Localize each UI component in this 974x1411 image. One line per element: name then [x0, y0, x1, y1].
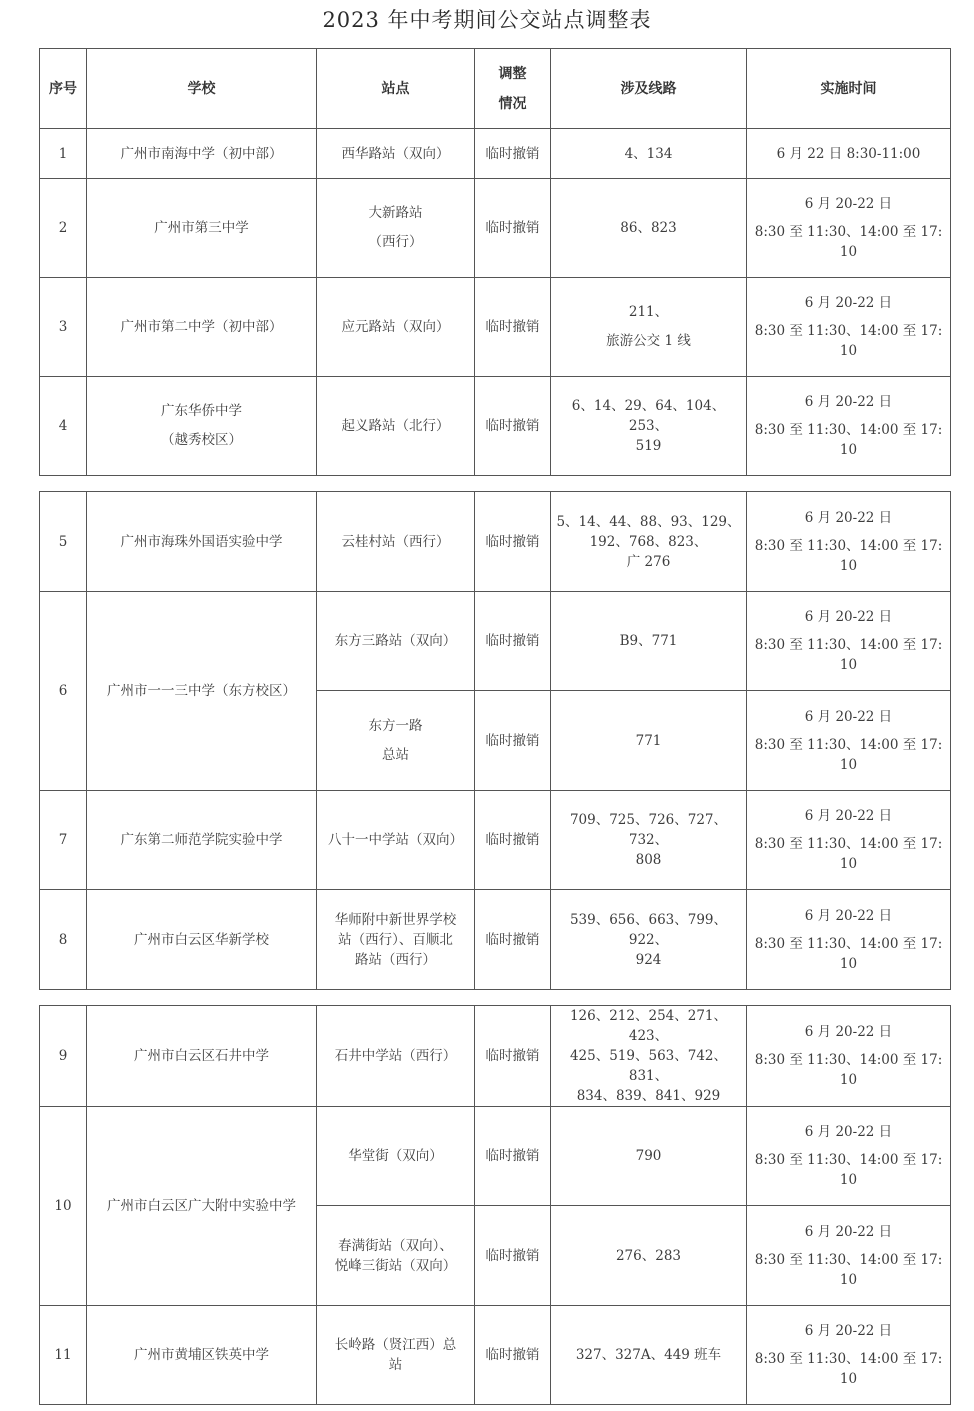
row-no: 11	[40, 1306, 87, 1405]
row-time	[747, 1206, 951, 1306]
routes-line: 924	[635, 951, 662, 968]
row-no: 10	[40, 1107, 87, 1306]
row-routes	[551, 1006, 747, 1107]
row-routes: 327、327A、449 班车	[551, 1306, 747, 1405]
time-line: 6 月 20-22 日	[804, 1223, 893, 1240]
time-line: 6 月 20-22 日	[804, 609, 893, 625]
row-school: 广州市一一三中学（东方校区）	[87, 592, 317, 791]
row-time	[747, 791, 951, 890]
routes-line: 广 276	[626, 553, 671, 570]
table-row	[40, 890, 951, 990]
station-line: 总站	[382, 746, 409, 763]
row-station: 石井中学站（西行）	[317, 1006, 475, 1107]
time-line: 6 月 20-22 日	[804, 1124, 893, 1140]
row-time: 6 月 22 日 8:30-11:00	[747, 129, 951, 179]
header-school: 学校	[87, 49, 317, 129]
station-line: （西行）	[368, 234, 423, 250]
row-time	[747, 691, 951, 791]
time-line: 10	[839, 1271, 858, 1288]
row-school: 广州市南海中学（初中部）	[87, 129, 317, 179]
header-adjust	[475, 49, 551, 129]
row-station: 起义路站（北行）	[317, 377, 475, 476]
time-line: 10	[839, 1371, 858, 1387]
table-row	[40, 179, 951, 278]
row-adjust: 临时撤销	[475, 592, 551, 691]
row-adjust: 临时撤销	[475, 377, 551, 476]
routes-line: 519	[635, 438, 662, 454]
time-line: 8:30 至 11:30、14:00 至 17:	[754, 323, 943, 339]
routes-line: 425、519、563、742、831、	[569, 1048, 728, 1084]
row-school: 广州市白云区广大附中实验中学	[87, 1107, 317, 1306]
routes-line: 6、14、29、64、104、253、	[571, 398, 726, 434]
row-adjust: 临时撤销	[475, 278, 551, 377]
routes-line: 539、656、663、799、922、	[569, 911, 728, 948]
station-line: 春满街站（双向）、	[338, 1237, 453, 1254]
time-line: 10	[839, 442, 858, 458]
row-station: 华堂街（双向）	[317, 1107, 475, 1206]
time-line: 10	[839, 557, 858, 574]
row-station	[317, 890, 475, 990]
routes-line: 5、14、44、88、93、129、	[556, 513, 741, 530]
table-row	[40, 1107, 951, 1206]
row-routes: 86、823	[551, 179, 747, 278]
row-no: 8	[40, 890, 87, 990]
time-line: 8:30 至 11:30、14:00 至 17:	[754, 1052, 943, 1068]
station-line: 华师附中新世界学校	[334, 911, 457, 928]
page-title: 2023 年中考期间公交站点调整表	[322, 8, 652, 32]
time-line: 8:30 至 11:30、14:00 至 17:	[754, 422, 943, 438]
row-adjust: 临时撤销	[475, 1206, 551, 1306]
row-station: 应元路站（双向）	[317, 278, 475, 377]
header-station: 站点	[317, 49, 475, 129]
time-line: 8:30 至 11:30、14:00 至 17:	[754, 224, 943, 240]
row-adjust: 临时撤销	[475, 179, 551, 278]
station-line: 长岭路（贤江西）总	[334, 1337, 457, 1353]
bus-adjustment-table-part-3	[39, 1005, 951, 1405]
row-school	[87, 377, 317, 476]
table-header-row	[40, 49, 951, 129]
row-station: 八十一中学站（双向）	[317, 791, 475, 890]
row-adjust: 临时撤销	[475, 890, 551, 990]
row-time	[747, 1107, 951, 1206]
row-time	[747, 1006, 951, 1107]
row-adjust: 临时撤销	[475, 1306, 551, 1405]
row-school: 广州市白云区华新学校	[87, 890, 317, 990]
row-no: 6	[40, 592, 87, 791]
row-adjust: 临时撤销	[475, 129, 551, 179]
routes-line: 192、768、823、	[589, 533, 708, 550]
header-adjust-line2: 情况	[498, 95, 527, 112]
table-row	[40, 129, 951, 179]
row-adjust: 临时撤销	[475, 1006, 551, 1107]
row-no: 9	[40, 1006, 87, 1107]
table-row	[40, 791, 951, 890]
bus-adjustment-table-part-2	[39, 491, 951, 990]
routes-line: 旅游公交 1 线	[606, 333, 691, 349]
table-row	[40, 492, 951, 592]
time-line: 6 月 20-22 日	[804, 907, 893, 924]
row-routes: 790	[551, 1107, 747, 1206]
row-station: 云桂村站（西行）	[317, 492, 475, 592]
table-row	[40, 377, 951, 476]
header-routes: 涉及线路	[551, 49, 747, 129]
time-line: 8:30 至 11:30、14:00 至 17:	[754, 1251, 943, 1268]
row-routes: B9、771	[551, 592, 747, 691]
routes-line: 834、839、841、929	[576, 1088, 721, 1104]
row-adjust: 临时撤销	[475, 791, 551, 890]
row-time	[747, 179, 951, 278]
time-line: 6 月 20-22 日	[804, 196, 893, 212]
row-time	[747, 1306, 951, 1405]
row-school: 广州市黄埔区铁英中学	[87, 1306, 317, 1405]
table-row	[40, 1006, 951, 1107]
row-time	[747, 377, 951, 476]
row-adjust: 临时撤销	[475, 691, 551, 791]
row-routes	[551, 492, 747, 592]
bus-adjustment-table-part-1	[39, 48, 951, 476]
school-line: 广东华侨中学	[161, 403, 242, 419]
time-line: 8:30 至 11:30、14:00 至 17:	[754, 836, 943, 852]
row-routes: 276、283	[551, 1206, 747, 1306]
time-line: 8:30 至 11:30、14:00 至 17:	[754, 537, 943, 554]
row-time	[747, 492, 951, 592]
row-station	[317, 1206, 475, 1306]
row-station	[317, 179, 475, 278]
row-adjust: 临时撤销	[475, 492, 551, 592]
row-no: 1	[40, 129, 87, 179]
time-line: 10	[839, 657, 858, 673]
time-line: 10	[839, 343, 858, 359]
row-school: 广州市第二中学（初中部）	[87, 278, 317, 377]
time-line: 6 月 20-22 日	[804, 509, 893, 526]
time-line: 6 月 20-22 日	[804, 295, 893, 311]
time-line: 8:30 至 11:30、14:00 至 17:	[754, 1351, 943, 1367]
row-school: 广东第二师范学院实验中学	[87, 791, 317, 890]
time-line: 6 月 20-22 日	[804, 394, 893, 410]
time-line: 10	[839, 856, 858, 872]
row-no: 3	[40, 278, 87, 377]
row-time	[747, 890, 951, 990]
row-routes	[551, 791, 747, 890]
row-no: 2	[40, 179, 87, 278]
station-line: 悦峰三街站（双向）	[334, 1257, 457, 1274]
time-line: 10	[839, 1172, 858, 1188]
row-routes: 771	[551, 691, 747, 791]
row-time	[747, 278, 951, 377]
row-station	[317, 691, 475, 791]
row-no: 7	[40, 791, 87, 890]
row-no: 4	[40, 377, 87, 476]
station-line: 东方一路	[368, 717, 423, 734]
row-station: 西华路站（双向）	[317, 129, 475, 179]
station-line: 站（西行）、百顺北	[338, 931, 453, 948]
time-line: 10	[839, 244, 858, 260]
time-line: 6 月 20-22 日	[804, 808, 893, 824]
row-time	[747, 592, 951, 691]
station-line: 站	[388, 1357, 403, 1373]
row-no: 5	[40, 492, 87, 592]
station-line: 大新路站	[368, 205, 423, 221]
row-school: 广州市白云区石井中学	[87, 1006, 317, 1107]
routes-line: 211、	[628, 304, 669, 320]
time-line: 10	[839, 1072, 858, 1088]
time-line: 8:30 至 11:30、14:00 至 17:	[754, 1152, 943, 1168]
time-line: 10	[839, 955, 858, 972]
time-line: 8:30 至 11:30、14:00 至 17:	[754, 935, 943, 952]
time-line: 6 月 20-22 日	[804, 1323, 893, 1339]
routes-line: 709、725、726、727、732、	[569, 812, 728, 848]
time-line: 6 月 20-22 日	[804, 1024, 893, 1040]
row-routes	[551, 890, 747, 990]
table-row	[40, 592, 951, 691]
school-line: （越秀校区）	[161, 432, 242, 448]
header-time: 实施时间	[747, 49, 951, 129]
row-routes: 4、134	[551, 129, 747, 179]
row-routes	[551, 278, 747, 377]
header-adjust-line1: 调整	[498, 65, 527, 82]
routes-line: 126、212、254、271、423、	[569, 1008, 728, 1044]
row-adjust: 临时撤销	[475, 1107, 551, 1206]
row-school: 广州市第三中学	[87, 179, 317, 278]
station-line: 路站（西行）	[355, 951, 436, 968]
table-row	[40, 1306, 951, 1405]
time-line: 6 月 20-22 日	[804, 708, 893, 725]
routes-line: 808	[635, 852, 662, 868]
row-station	[317, 1306, 475, 1405]
row-school: 广州市海珠外国语实验中学	[87, 492, 317, 592]
time-line: 8:30 至 11:30、14:00 至 17:	[754, 637, 943, 653]
time-line: 10	[839, 756, 858, 773]
table-row	[40, 278, 951, 377]
row-routes	[551, 377, 747, 476]
time-line: 8:30 至 11:30、14:00 至 17:	[754, 736, 943, 753]
row-station: 东方三路站（双向）	[317, 592, 475, 691]
header-no: 序号	[40, 49, 87, 129]
